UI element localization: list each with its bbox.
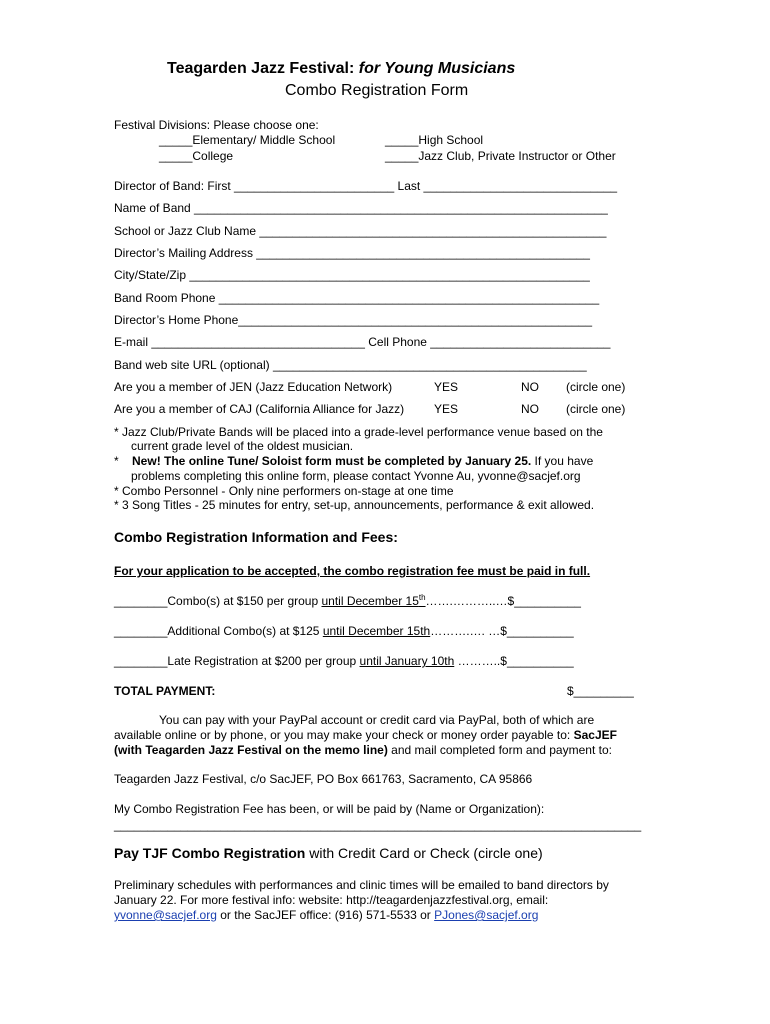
fee-additional-text: ________Additional Combo(s) at $125 xyxy=(114,624,323,638)
email-link-yvonne[interactable]: yvonne@sacjef.org xyxy=(114,908,217,922)
band-room-phone-field[interactable]: Band Room Phone _________________________________________________________ xyxy=(114,291,600,305)
pay-tjf-options[interactable]: with Credit Card or Check (circle one) xyxy=(305,845,543,861)
fee-combo-deadline-sup: th xyxy=(418,593,426,602)
title-italic: for Young Musicians xyxy=(358,60,516,77)
jen-yes-option[interactable]: YES xyxy=(434,380,459,394)
jen-question: Are you a member of JEN (Jazz Education Network) xyxy=(114,380,393,394)
fee-additional-line[interactable] xyxy=(114,624,574,638)
note-jazz-club-cont: current grade level of the oldest musician. xyxy=(131,439,354,453)
division-college[interactable]: _____College xyxy=(159,149,234,163)
fee-combo-amount: …….………..…$__________ xyxy=(425,594,581,608)
total-payment-label: TOTAL PAYMENT: xyxy=(114,684,216,698)
fee-late-amount: ………..$__________ xyxy=(454,654,574,668)
mailing-address-field[interactable]: Director’s Mailing Address __________________________________________________ xyxy=(114,246,590,260)
division-elementary[interactable]: _____Elementary/ Middle School xyxy=(159,133,336,147)
fee-paid-by-label: My Combo Registration Fee has been, or will be paid by (Name or Organization): xyxy=(114,802,545,816)
fee-combo-deadline-text: until December 15 xyxy=(321,594,419,608)
caj-circle-note: (circle one) xyxy=(566,402,626,416)
payment-payee: SacJEF xyxy=(573,728,617,742)
division-high-school[interactable]: _____High School xyxy=(385,133,484,147)
pay-tjf-line xyxy=(114,845,543,861)
website-url-field[interactable]: Band web site URL (optional) _______________________________________________ xyxy=(114,358,587,372)
city-state-zip-field[interactable]: City/State/Zip ____________________________________________________________ xyxy=(114,268,590,282)
payment-payable-text: available online or by phone, or you may make your check or money order payable to: xyxy=(114,728,574,742)
note-online-form-cont: problems completing this online form, please contact Yvonne Au, yvonne@sacjef.org xyxy=(131,469,581,483)
email-cell-field[interactable]: E-mail ________________________________ Cell Phone ___________________________ xyxy=(114,335,611,349)
division-jazz-club[interactable]: _____Jazz Club, Private Instructor or Other xyxy=(385,149,616,163)
note-personnel: * Combo Personnel - Only nine performers on-stage at one time xyxy=(114,484,454,498)
caj-yes-option[interactable]: YES xyxy=(434,402,459,416)
payment-paragraph-line1: You can pay with your PayPal account or credit card via PayPal, both of which are xyxy=(159,713,595,727)
fee-late-text: ________Late Registration at $200 per group xyxy=(114,654,360,668)
fee-combo-line[interactable] xyxy=(114,594,581,608)
note-jazz-club: * Jazz Club/Private Bands will be placed into a grade-level performance venue based on the xyxy=(114,425,603,439)
payment-paragraph-line3 xyxy=(114,743,612,757)
note-online-form-rest: If you have xyxy=(531,454,594,468)
fee-additional-amount: ……….…. …$__________ xyxy=(430,624,574,638)
footer-line1: Preliminary schedules with performances and clinic times will be emailed to band directors by xyxy=(114,878,609,892)
home-phone-field[interactable]: Director’s Home Phone_____________________________________________________ xyxy=(114,313,592,327)
school-field[interactable]: School or Jazz Club Name ____________________________________________________ xyxy=(114,224,607,238)
note-song-titles: * 3 Song Titles - 25 minutes for entry, set-up, announcements, performance & exit allowed. xyxy=(114,498,595,512)
note-online-form: * New! The online Tune/ Soloist form must be completed by January 25. If you have xyxy=(114,454,594,468)
fees-must-pay: For your application to be accepted, the combo registration fee must be paid in full. xyxy=(114,564,591,578)
total-payment-value[interactable]: $_________ xyxy=(567,684,634,698)
jen-circle-note: (circle one) xyxy=(566,380,626,394)
band-name-field[interactable]: Name of Band ______________________________________________________________ xyxy=(114,201,608,215)
page-title xyxy=(167,60,515,78)
director-name-field[interactable]: Director of Band: First ________________________ Last _____________________________ xyxy=(114,179,618,193)
divisions-label: Festival Divisions: Please choose one: xyxy=(114,118,319,132)
payment-memo: (with Teagarden Jazz Festival on the memo line) xyxy=(114,743,388,757)
footer-office-text: or the SacJEF office: (916) 571-5533 or xyxy=(216,908,435,922)
fee-late-line[interactable] xyxy=(114,654,574,668)
payment-paragraph-line2 xyxy=(114,728,617,742)
email-link-pjones[interactable]: PJones@sacjef.org xyxy=(434,908,539,922)
page-subtitle: Combo Registration Form xyxy=(285,82,469,99)
fee-combo-deadline xyxy=(321,594,425,608)
footer-line3 xyxy=(114,908,538,922)
mailing-address: Teagarden Jazz Festival, c/o SacJEF, PO Box 661763, Sacramento, CA 95866 xyxy=(114,772,533,786)
pay-tjf-label: Pay TJF Combo Registration xyxy=(114,845,306,861)
footer-line2: January 22. For more festival info: website: http://teagardenjazzfestival.org, email: xyxy=(114,893,549,907)
fee-paid-by-field[interactable]: _______________________________________________________________________________ xyxy=(114,818,642,832)
fees-heading: Combo Registration Information and Fees: xyxy=(114,529,398,545)
note-online-form-bold: New! The online Tune/ Soloist form must be completed by January 25. xyxy=(132,454,532,468)
caj-question: Are you a member of CAJ (California Alliance for Jazz) xyxy=(114,402,405,416)
title-main: Teagarden Jazz Festival: xyxy=(167,60,359,77)
jen-no-option[interactable]: NO xyxy=(521,380,539,394)
payment-mail-text: and mail completed form and payment to: xyxy=(387,743,612,757)
fee-late-deadline: until January 10th xyxy=(359,654,455,668)
caj-no-option[interactable]: NO xyxy=(521,402,539,416)
fee-combo-text: ________Combo(s) at $150 per group xyxy=(114,594,322,608)
fee-additional-deadline: until December 15th xyxy=(322,624,431,638)
